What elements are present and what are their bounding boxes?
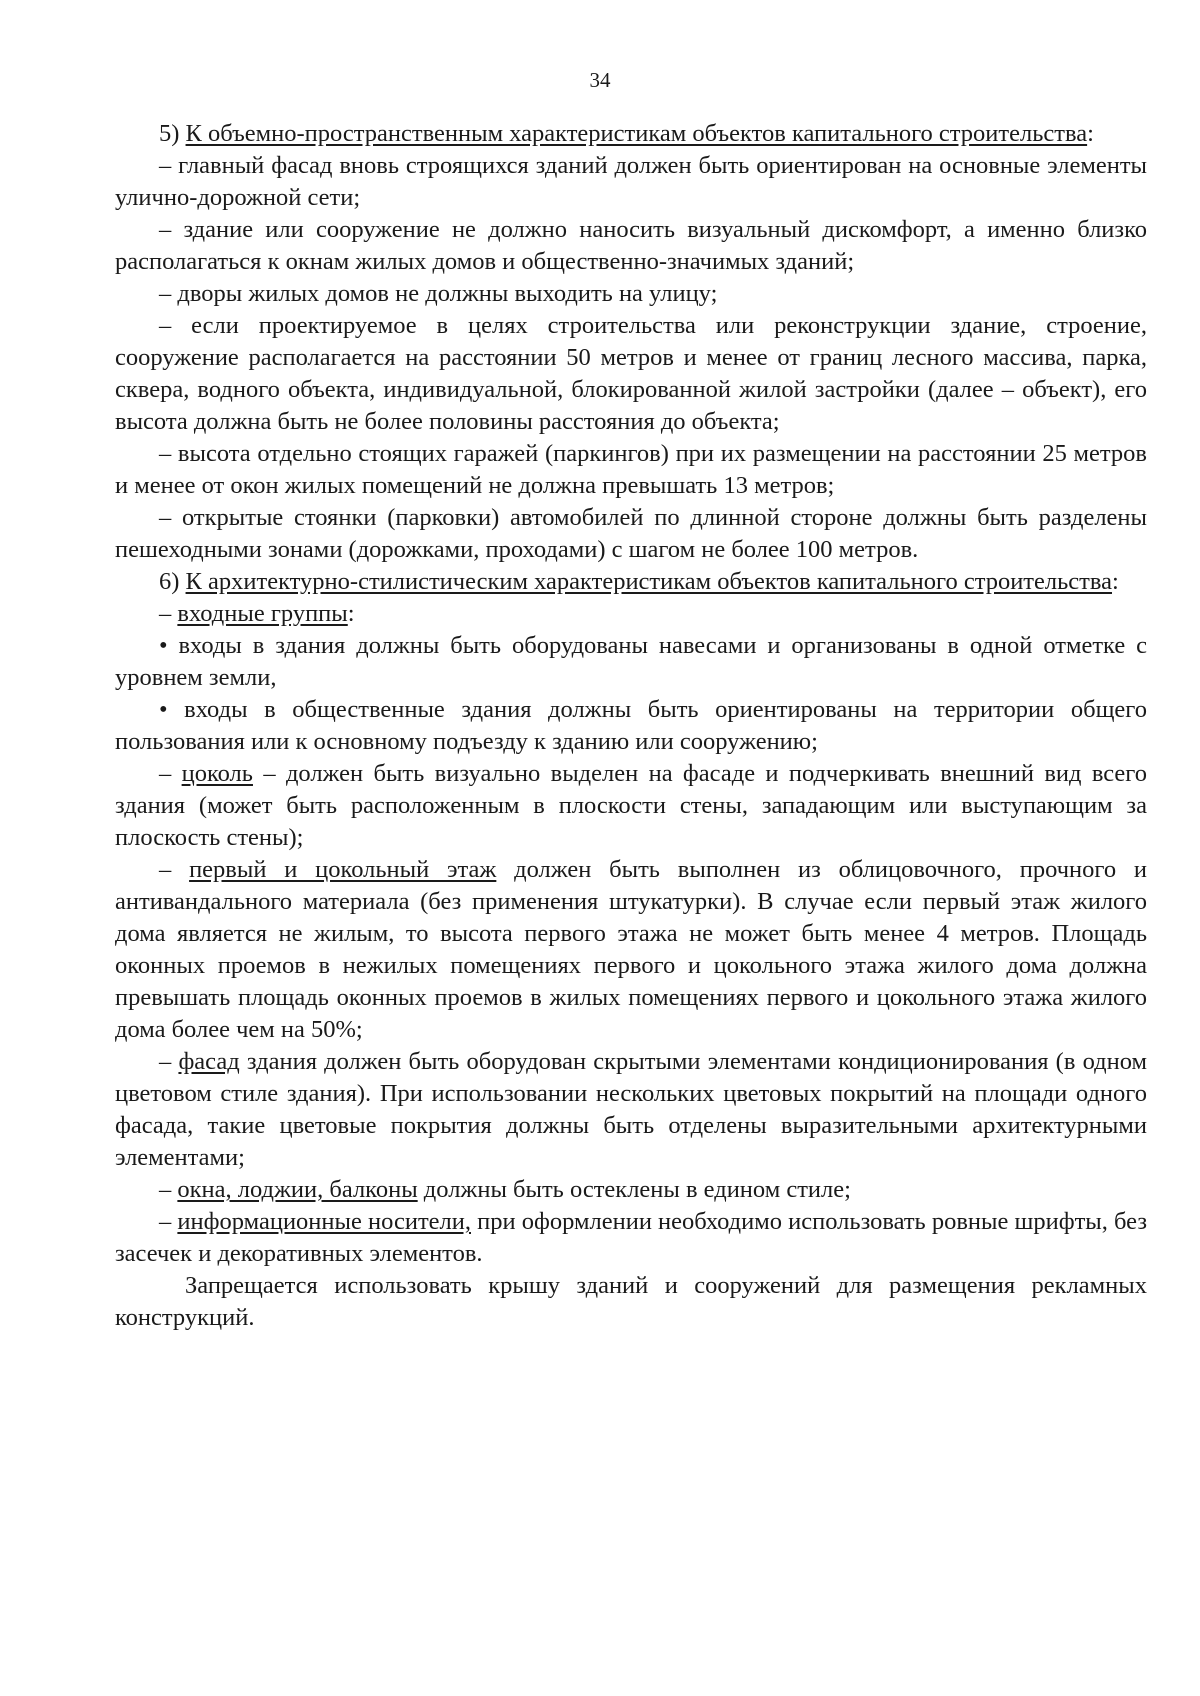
paragraph-lead: – дворы жилых домов не должны выходить на улицу; (159, 280, 718, 307)
paragraph-lead: – (159, 760, 182, 787)
paragraph-lead: – (159, 600, 178, 627)
paragraph-lead: – здание или сооружение не должно наносить визуальный дискомфорт, а именно близко располагаться к окнам жилых домов и общественно-значимых зданий; (115, 216, 1147, 275)
paragraph (115, 1206, 1147, 1270)
page-number: 34 (589, 68, 611, 92)
paragraph-underlined: фасад (178, 1048, 240, 1075)
paragraph (115, 278, 1147, 310)
paragraph-underlined: окна, лоджии, балконы (177, 1176, 418, 1203)
paragraph-lead: – высота отдельно стоящих гаражей (паркингов) при их размещении на расстоянии 25 метров и менее от окон жилых помещений не должна превышать 13 метров; (115, 440, 1147, 499)
paragraph-tail: : (1087, 120, 1094, 147)
paragraph-lead: 6) (159, 568, 186, 595)
paragraph (115, 854, 1147, 1046)
paragraph-tail: : (347, 600, 355, 627)
paragraph-lead: – (159, 856, 190, 883)
paragraph (115, 598, 1147, 630)
paragraph-tail: : (1112, 568, 1119, 595)
paragraph-underlined: цоколь (181, 760, 253, 787)
paragraph-lead: – (159, 1176, 178, 1203)
paragraph-tail: при оформлении необходимо использовать ровные шрифты, без засечек и декоративных элементов. (115, 1208, 1148, 1267)
paragraph-tail: должны быть остеклены в едином стиле; (417, 1176, 851, 1203)
paragraph (115, 214, 1147, 278)
bullet-paragraph (115, 694, 1147, 758)
document-body (115, 118, 1147, 1334)
paragraph (115, 758, 1147, 854)
paragraph-underlined: первый и цокольный этаж (189, 856, 497, 883)
paragraph (115, 566, 1147, 598)
paragraph-underlined: К объемно-пространственным характеристикам объектов капитального строительства (185, 120, 1088, 147)
paragraph-lead: – открытые стоянки (парковки) автомобилей по длинной стороне должны быть разделены пешеходными зонами (дорожками, проходами) с шагом не более 100 метров. (115, 504, 1147, 563)
paragraph-tail: должен быть выполнен из облицовочного, прочного и антивандального материала (без применения штукатурки). В случае если первый этаж жилого дома является не жилым, то высота первого этажа не может быть менее 4 метров. Площадь оконных проемов в нежилых помещениях первого и цокольного этажа жилого дома должна превышать площадь оконных проемов в жилых помещениях первого и цокольного этажа жилого дома более чем на 50%; (115, 856, 1147, 1043)
paragraph-lead: • входы в здания должны быть оборудованы навесами и организованы в одной отметке с уровнем земли, (115, 632, 1147, 691)
paragraph-lead: Запрещается использовать крышу зданий и сооружений для размещения рекламных конструкций. (115, 1272, 1147, 1331)
paragraph-tail: здания должен быть оборудован скрытыми элементами кондиционирования (в одном цветовом стиле здания). При использовании нескольких цветовых покрытий на площади одного фасада, такие цветовые покрытия должны быть отделены выразительными архитектурными элементами; (115, 1048, 1147, 1171)
paragraph-lead: – если проектируемое в целях строительства или реконструкции здание, строение, сооружение располагается на расстоянии 50 метров и менее от границ лесного массива, парка, сквера, водного объекта, индивидуальной, блокированной жилой застройки (далее – объект), его высота должна быть не более половины расстояния до объекта; (115, 312, 1147, 435)
paragraph-lead: – (159, 1048, 179, 1075)
bullet-paragraph (115, 630, 1147, 694)
paragraph (115, 502, 1147, 566)
paragraph (115, 118, 1147, 150)
paragraph-lead: 5) (159, 120, 186, 147)
paragraph-lead: – (159, 1208, 178, 1235)
paragraph-underlined: входные группы (177, 600, 348, 627)
paragraph (115, 150, 1147, 214)
paragraph-underlined: информационные носители, (177, 1208, 471, 1235)
paragraph (115, 1046, 1147, 1174)
paragraph (115, 1174, 1147, 1206)
paragraph-lead: – главный фасад вновь строящихся зданий должен быть ориентирован на основные элементы улично-дорожной сети; (115, 152, 1147, 211)
paragraph-tail: – должен быть визуально выделен на фасаде и подчеркивать внешний вид всего здания (может быть расположенным в плоскости стены, западающим или выступающим за плоскость стены); (115, 760, 1147, 851)
paragraph-underlined: К архитектурно-стилистическим характеристикам объектов капитального строительства (185, 568, 1112, 595)
paragraph (115, 438, 1147, 502)
closing-paragraph (115, 1270, 1147, 1334)
paragraph (115, 310, 1147, 438)
paragraph-lead: • входы в общественные здания должны быть ориентированы на территории общего пользования или к основному подъезду к зданию или сооружению; (115, 696, 1147, 755)
